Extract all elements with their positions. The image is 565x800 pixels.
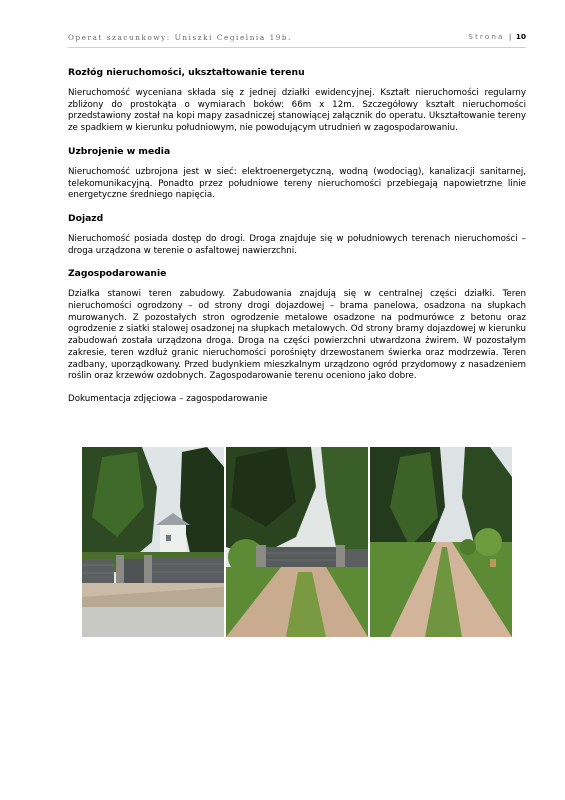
- section-heading-utilities: Uzbrojenie w media: [68, 145, 171, 157]
- page-separator: |: [508, 32, 512, 41]
- photo-gallery: [82, 447, 512, 637]
- gate-and-driveway-photo: [226, 447, 368, 637]
- page-number: 10: [515, 32, 526, 41]
- page-header: [68, 31, 526, 48]
- document-title: Operat szacunkowy: Uniszki Cegielnia 19b.: [68, 33, 293, 42]
- gate-with-house-photo: [82, 447, 224, 637]
- section-heading-development: Zagospodarowanie: [68, 268, 167, 280]
- document-body: [68, 67, 526, 415]
- photo-caption: Dokumentacja zdjęciowa – zagospodarowanie: [68, 393, 268, 404]
- section-text-utilities: Nieruchomość uzbrojona jest w sieć: elektroenergetyczną, wodną (wodociąg), kanalizacji sanitarnej, telekomunikacyjną. Ponadto przez południowe tereny nieruchomości przebiegają napowietrzne linie energetyczne średniego napięcia.: [68, 166, 526, 201]
- page-indicator: [468, 32, 526, 41]
- section-heading-access: Dojazd: [68, 212, 104, 224]
- section-text-access: Nieruchomość posiada dostęp do drogi. Droga znajduje się w południowych terenach nieruchomości – droga urządzona w terenie o asfaltowej nawierzchni.: [68, 233, 526, 256]
- section-text-layout: Nieruchomość wyceniana składa się z jednej działki ewidencyjnej. Kształt nieruchomości regularny zbliżony do prostokąta o wymiarach boków: 66m x 12m. Szczegółowy kształt nieruchomości przedstawiony został na kopi mapy zasadniczej stanowiącej załącznik do operatu. Ukształtowanie tereny ze spadkiem w kierunku południowym, nie powodującym utrudnień w zagospodarowaniu.: [68, 88, 526, 134]
- page-label: Strona: [468, 32, 505, 41]
- section-heading-layout: Rozłóg nieruchomości, ukształtowanie terenu: [68, 67, 305, 78]
- section-text-development: Działka stanowi teren zabudowy. Zabudowania znajdują się w centralnej części działki. Teren nieruchomości ogrodzony – od strony drogi dojazdowej – brama panelowa, osadzona na słupkach murowanych. Z pozostałych stron ogrodzenie metalowe osadzone na podmurówce z betonu oraz ogrodzenie z siatki stalowej osadzonej na słupkach metalowych. Od strony bramy dojazdowej w kierunku zabudowań została urządzona droga. Droga na części powierzchni utwardzona żwirem. W pozostałym zakresie, teren wzdłuż granic nieruchomości porośnięty drzewostanem świerka oraz modrzewia. Teren zadbany, uporządkowany. Przed budynkiem mieszkalnym urządzono ogród przydomowy z nasadzeniem roślin oraz krzewów ozdobnych. Zagospodarowanie terenu oceniono jako dobre.: [68, 289, 526, 382]
- dirt-road-through-trees-photo: [370, 447, 512, 637]
